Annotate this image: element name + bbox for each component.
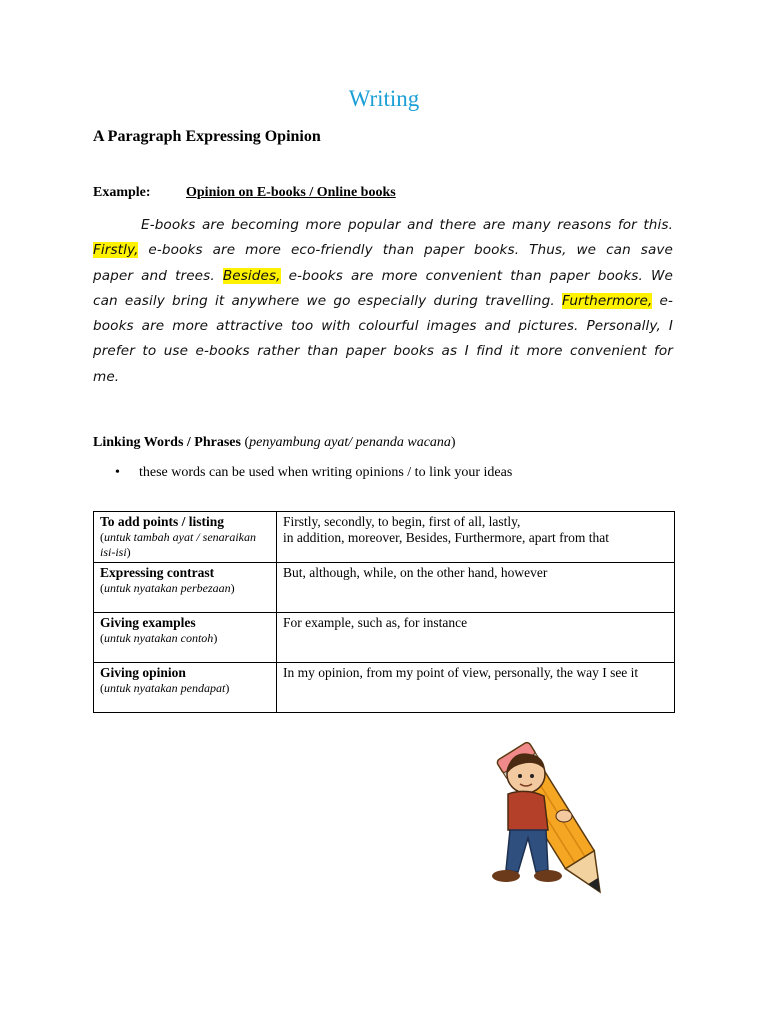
highlight-furthermore: Furthermore, — [561, 292, 653, 309]
paren-close: ) — [126, 545, 131, 559]
translation-text: untuk nyatakan contoh — [104, 631, 214, 645]
paren-close: ) — [230, 581, 235, 595]
example-row — [93, 185, 396, 201]
opinion-paragraph — [93, 213, 673, 390]
paragraph-text-3: e-books are more convenient than paper books. We can easily bring it anywhere we go especially during travelling. — [93, 267, 673, 309]
table-row — [94, 512, 675, 563]
category-cell — [94, 563, 277, 613]
page-title: Writing — [348, 86, 420, 111]
paren-open: ( — [100, 681, 104, 695]
table-row — [94, 663, 675, 713]
category-title: To add points / listing — [100, 514, 225, 529]
table-row — [94, 613, 675, 663]
paren-open: ( — [100, 530, 104, 544]
example-label: Example: — [93, 185, 151, 200]
highlight-firstly: Firstly, — [93, 242, 139, 259]
paragraph-text-1: E-books are becoming more popular and there are many reasons for this. — [141, 217, 673, 233]
words-cell — [277, 512, 675, 563]
paren-close: ) — [213, 631, 218, 645]
paren-open: ( — [100, 581, 104, 595]
category-cell — [94, 613, 277, 663]
category-title: Giving examples — [100, 615, 196, 630]
paren-open: ( — [100, 631, 104, 645]
translation-text: untuk tambah ayat / senaraikan isi-isi — [100, 530, 256, 559]
category-translation — [100, 681, 270, 696]
category-title: Expressing contrast — [100, 565, 215, 580]
words-line: For example, such as, for instance — [283, 615, 468, 630]
linking-title: Linking Words / Phrases — [93, 435, 241, 450]
translation-text: untuk nyatakan pendapat — [104, 681, 226, 695]
words-line: In my opinion, from my point of view, personally, the way I see it — [283, 665, 639, 680]
bullet-text: these words can be used when writing opinions / to link your ideas — [139, 465, 513, 480]
category-translation — [100, 631, 270, 646]
category-cell — [94, 663, 277, 713]
section-subtitle: A Paragraph Expressing Opinion — [93, 128, 321, 145]
highlight-besides: Besides, — [222, 267, 281, 284]
words-cell — [277, 563, 675, 613]
linking-words-table — [93, 511, 675, 713]
category-title: Giving opinion — [100, 665, 186, 680]
paren-close: ) — [450, 435, 456, 450]
linking-heading — [93, 435, 456, 451]
words-line: Firstly, secondly, to begin, first of all, lastly, — [283, 514, 521, 529]
example-topic: Opinion on E-books / Online books — [186, 185, 396, 200]
paren-close: ) — [225, 681, 230, 695]
words-cell — [277, 663, 675, 713]
table-row — [94, 563, 675, 613]
words-line: in addition, moreover, Besides, Furthermore, apart from that — [283, 530, 609, 545]
words-cell — [277, 613, 675, 663]
linking-translation: penyambung ayat/ penanda wacana — [249, 435, 451, 450]
paragraph-text-2: e-books are more eco-friendly than paper books. Thus, we can save paper and trees. — [93, 242, 673, 284]
translation-text: untuk nyatakan perbezaan — [104, 581, 231, 595]
category-translation — [100, 581, 270, 596]
boy-carrying-pencil-icon — [478, 730, 658, 910]
bullet-dot-icon: • — [115, 465, 120, 480]
category-cell — [94, 512, 277, 563]
words-line: But, although, while, on the other hand, however — [283, 565, 548, 580]
category-translation — [100, 530, 270, 560]
paren-open: ( — [240, 435, 250, 450]
paragraph-text-4: e-books are more attractive too with colourful images and pictures. Personally, I prefer to use e-books rather than paper books as I find it more convenient for me. — [93, 292, 674, 385]
